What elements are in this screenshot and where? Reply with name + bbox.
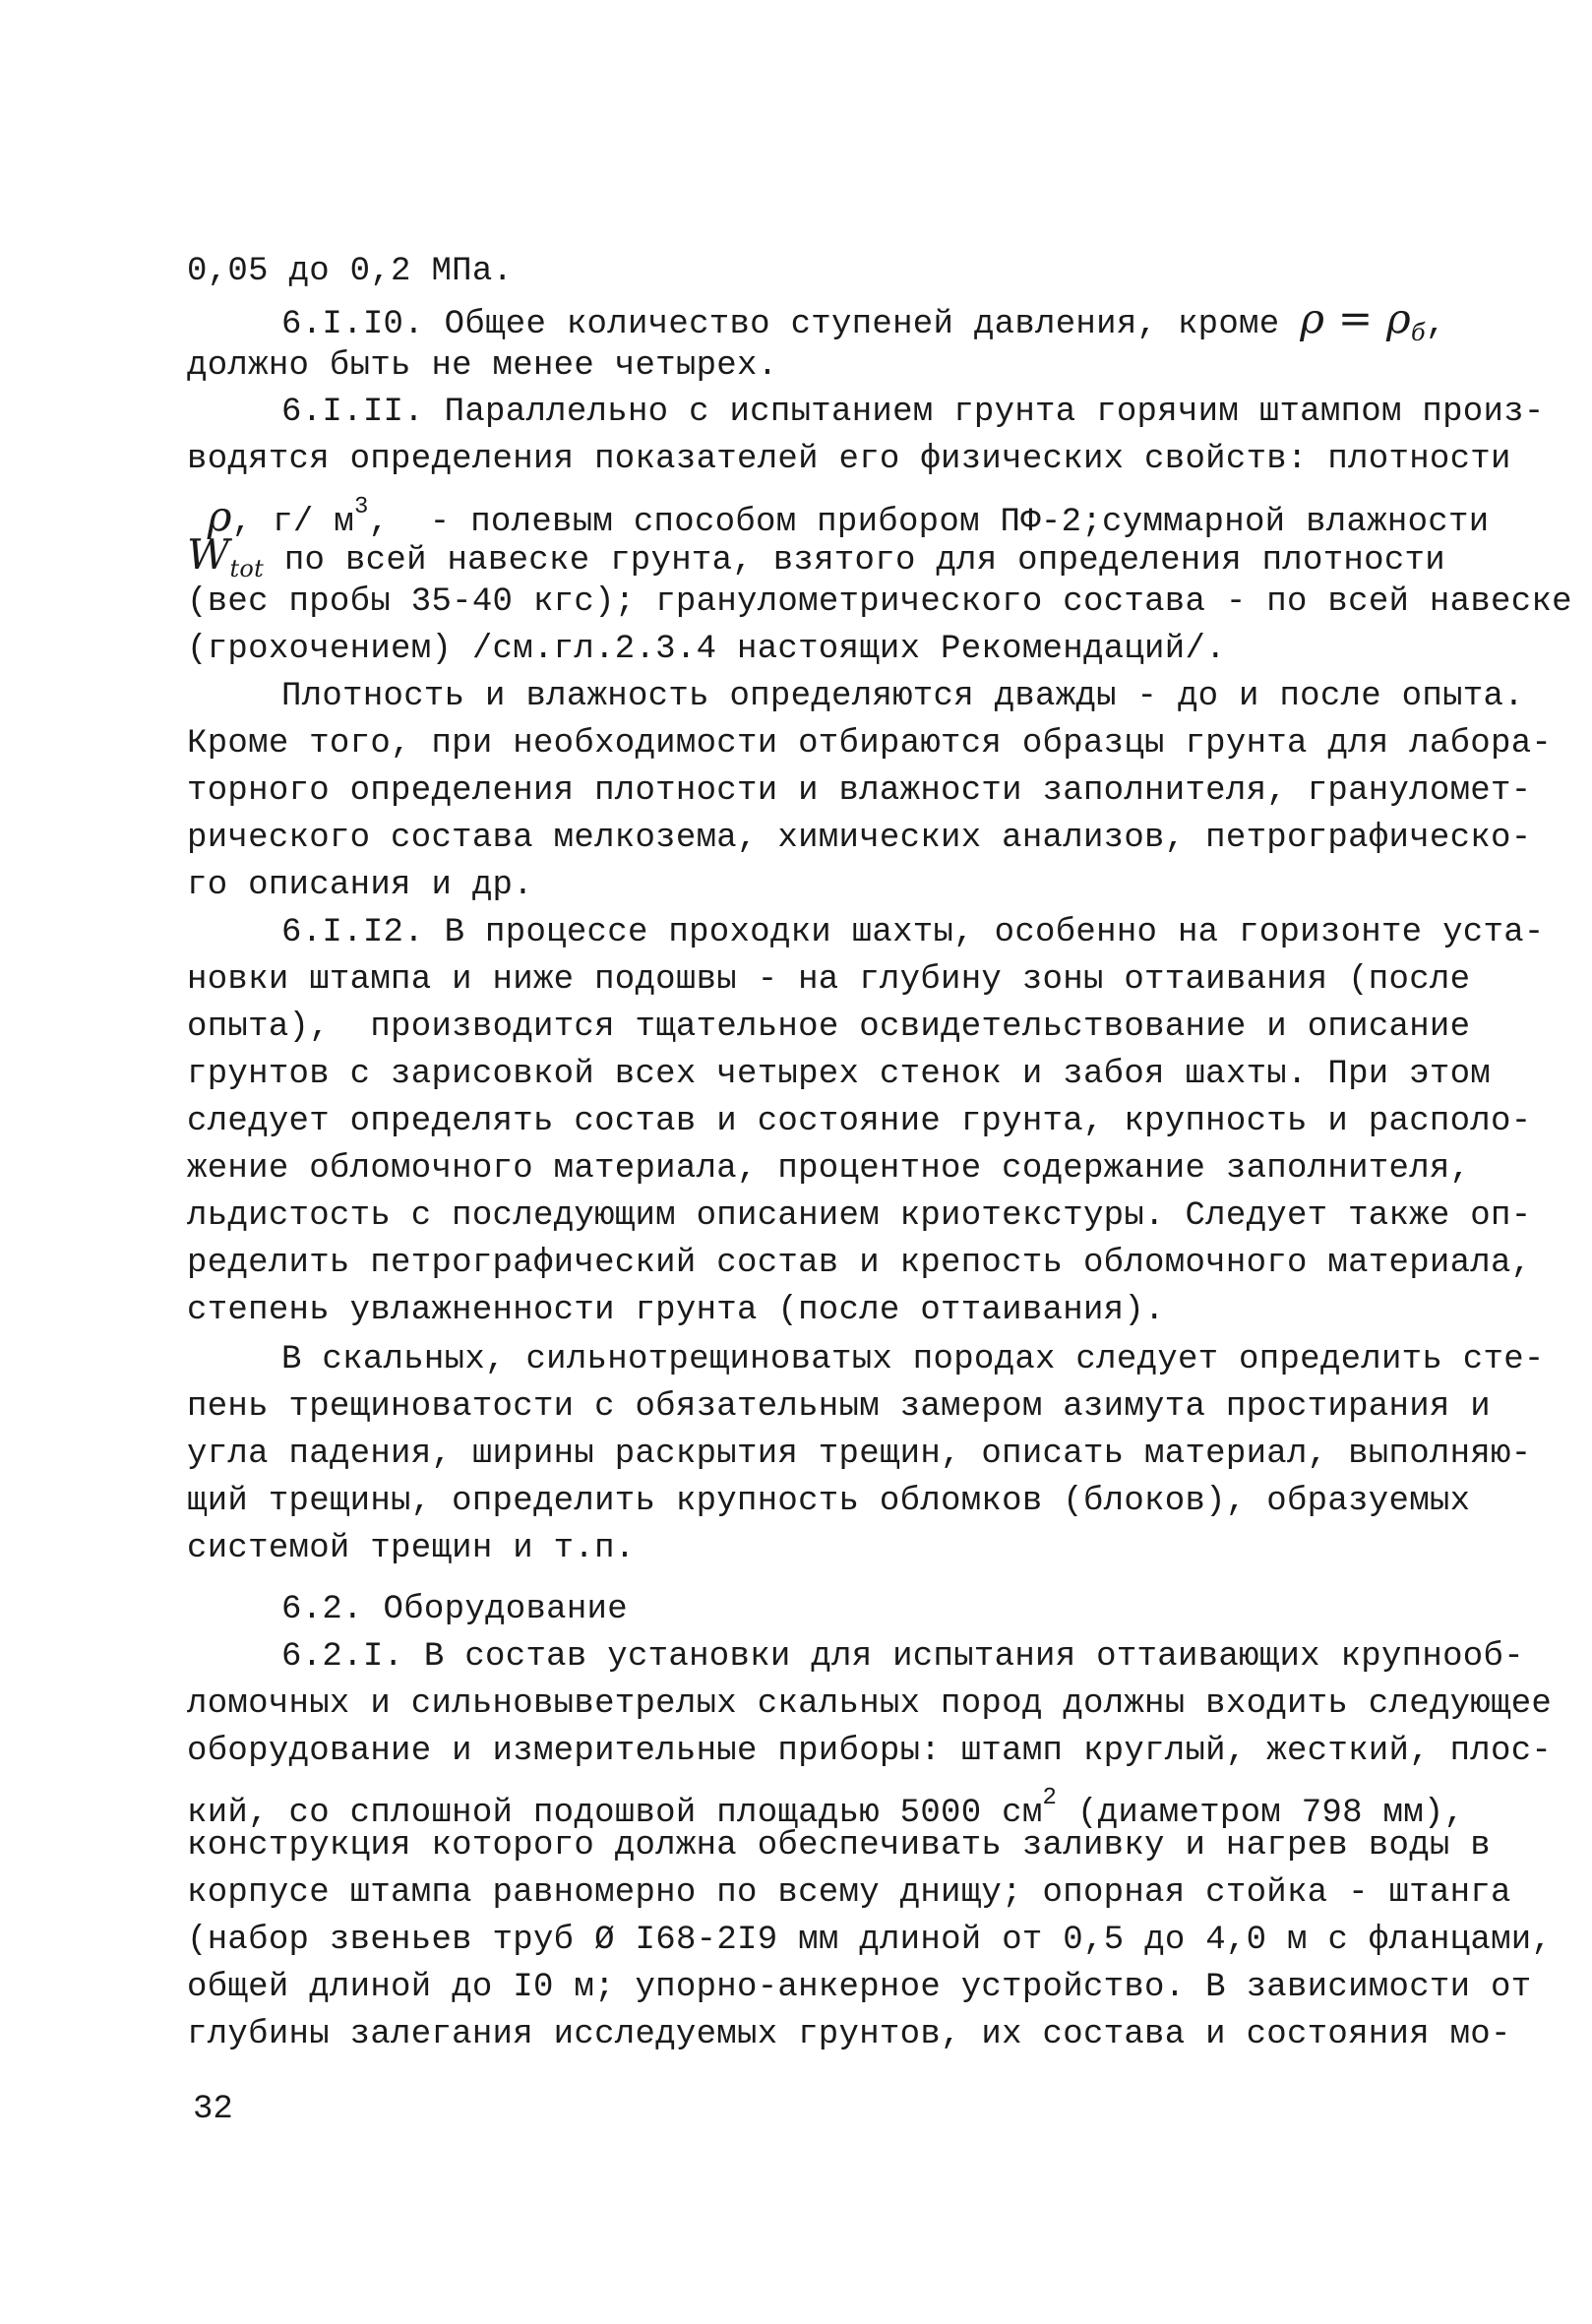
text-line: щий трещины, определить крупность обломков (блоков), образуемых (187, 1483, 1471, 1520)
text-line: опыта), производится тщательное освидетельствование и описание (187, 1009, 1471, 1046)
text-line: 0,05 до 0,2 МПа. (187, 253, 514, 290)
text-line: 6.I.I2. В процессе проходки шахты, особенно на горизонте уста- (281, 914, 1545, 951)
formula-cm-squared: 2 (1042, 1785, 1058, 1811)
formula-density: ρ (207, 492, 232, 540)
text-line: пень трещиноватости с обязательным замером азимута простирания и (187, 1388, 1492, 1426)
text-line: новки штампа и ниже подошвы - на глубину зоны оттаивания (после (187, 961, 1471, 999)
text-line: водятся определения показателей его физических свойств: плотности (187, 441, 1511, 478)
section-heading: 6.2. Оборудование (281, 1591, 628, 1628)
text-line: глубины залегания исследуемых грунтов, их состава и состояния мо- (187, 2016, 1511, 2053)
text-line: ρ, г/ $м^3$, - полевым способом прибором ПФ-2;суммарной влажности (207, 492, 1490, 541)
formula-pressure: $\rho = \rho_б$ (1300, 294, 1426, 346)
text-line: жение обломочного материала, процентное содержание заполнителя, (187, 1150, 1471, 1188)
formula-units: г/ $м^3$ (273, 494, 369, 541)
text-line: (набор звеньев труб Ø I68-2I9 мм длиной от 0,5 до 4,0 м с фланцами, (187, 1922, 1553, 1959)
text-line: угла падения, ширины раскрытия трещин, описать материал, выполняю- (187, 1436, 1532, 1473)
text-line: системой трещин и т.п. (187, 1530, 636, 1567)
text-line: кий, со сплошной подошвой площадью 5000 $см^2$ (диаметром 798 мм), (187, 1785, 1465, 1832)
text-line: ломочных и сильновыветрелых скальных пород должны входить следующее (187, 1685, 1553, 1723)
text-line: следует определять состав и состояние грунта, крупность и располо- (187, 1103, 1532, 1140)
text-line: Плотность и влажность определяются дважды - до и после опыта. (281, 678, 1524, 715)
text-line: должно быть не менее четырех. (187, 347, 778, 385)
text-line: 6.2.I. В состав установки для испытания оттаивающих крупнооб- (281, 1638, 1524, 1676)
text-line: корпусе штампа равномерно по всему днищу; опорная стойка - штанга (187, 1874, 1511, 1912)
text-line: (вес пробы 35-40 кгс); гранулометрического состава - по всей навеске (187, 583, 1572, 621)
text-line: торного определения плотности и влажности заполнителя, грануломет- (187, 772, 1532, 810)
text-line: степень увлажненности грунта (после оттаивания). (187, 1292, 1165, 1329)
page-number: 32 (193, 2091, 233, 2128)
text-line: Кроме того, при необходимости отбираются образцы грунта для лабора- (187, 725, 1553, 763)
text-line: $W_{tot}$ по всей навеске грунта, взятого для определения плотности (187, 530, 1445, 582)
text-line: рического состава мелкозема, химических анализов, петрографическо- (187, 820, 1532, 857)
text-line: ределить петрографический состав и крепость обломочного материала, (187, 1245, 1532, 1282)
text-line: 6.I.II. Параллельно с испытанием грунта горячим штампом произ- (281, 394, 1545, 431)
text-line: го описания и др. (187, 867, 533, 904)
diameter-symbol: Ø (594, 1922, 615, 1959)
text-line: конструкция которого должна обеспечивать заливку и нагрев воды в (187, 1827, 1492, 1865)
text-line: (грохочением) /см.гл.2.3.4 настоящих Рекомендаций/. (187, 631, 1226, 668)
text-line: 6.I.I0. Общее количество ступеней давления, кроме $\rho = \rho_б$, (281, 294, 1446, 346)
text-line: оборудование и измерительные приборы: штамп круглый, жесткий, плос- (187, 1733, 1553, 1770)
text-line: В скальных, сильнотрещиноватых породах следует определить сте- (281, 1341, 1545, 1378)
formula-moisture: $W_{tot}$ (187, 530, 265, 582)
text-line: льдистость с последующим описанием криотекстуры. Следует также оп- (187, 1197, 1532, 1235)
text-line: грунтов с зарисовкой всех четырех стенок и забоя шахты. При этом (187, 1056, 1492, 1093)
text-line: общей длиной до I0 м; упорно-анкерное устройство. В зависимости от (187, 1969, 1532, 2006)
